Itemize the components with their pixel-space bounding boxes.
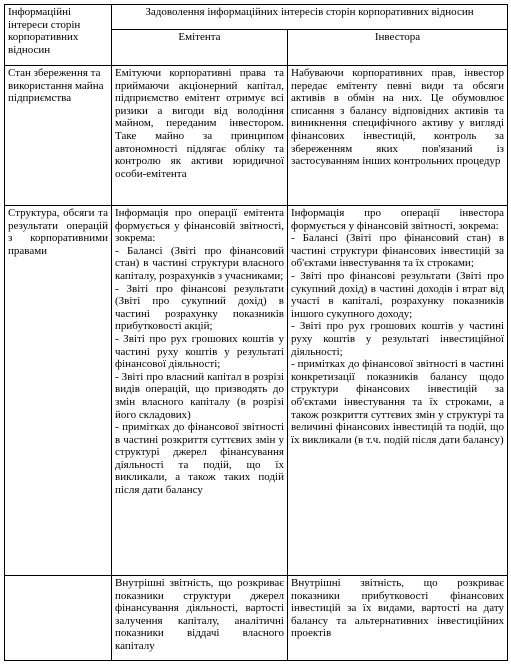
investor-line: - Звіті про рух грошових коштів у частині руху коштів у результаті інвестиційної діяльності; — [291, 320, 505, 358]
issuer-line: - Звіті про власний капітал в розрізі видів операцій, що призводять до змін власного капіталу (в розрізі його складових) — [115, 370, 284, 421]
row-label-cell: Структура, обсяги та результати операцій з корпоративними правами — [5, 206, 112, 576]
row-label-cell: Стан збереження та використання майна підприємства — [5, 66, 112, 206]
investor-column-header: Інвестора — [288, 30, 508, 66]
table-row — [5, 576, 508, 661]
investor-line: - примітках до фінансової звітності в частині конкретизації показників балансу щодо структури фінансових інвестицій за об'єктами інвестування та їх строками, а також розкриття суттєвих змін у структурі та величині фінансових інвестицій та подій, що їх викликали (в т.ч. подій після дати балансу) — [291, 358, 505, 446]
investor-cell: Набуваючи корпоративних прав, інвестор передає емітенту певні види та обсяги активів в обмін на них. Це обумовлює списання з балансу відповідних активів та виникнення специфічного активу у вигляді фінансових інвестицій, контроль за збереженням яких пов'язаний із застосуванням інших контрольних процедур — [288, 66, 508, 206]
corporate-relations-table — [4, 4, 508, 661]
investor-cell: Внутрішні звітність, що розкриває показники прибутковості фінансових інвестицій за їх видами, вартості на дату балансу та альтернативних інвестиційних проектів — [288, 576, 508, 661]
row-label-cell — [5, 576, 112, 661]
issuer-line: - Звіті про фінансові результати (Звіті про сукупний дохід) в частині розрахунку показників прибутковості акцій; — [115, 282, 284, 333]
issuer-line: - Балансі (Звіті про фінансовий стан) в частині структури власного капіталу, розрахунків з учасниками; — [115, 244, 284, 282]
issuer-line: - Звіті про рух грошових коштів у частині руху коштів у результаті фінансової діяльності; — [115, 332, 284, 371]
issuer-line: Інформація про операції емітента формується у фінансовій звітності, зокрема: — [115, 207, 284, 245]
table-row — [5, 66, 508, 206]
issuer-cell: Внутрішні звітність, що розкриває показники структури джерел фінансування діяльності, вартості залучення капіталу, аналітичні показники віддачі власного капіталу — [112, 576, 288, 661]
issuer-cell: Емітуючи корпоративні права та приймаючи акціонерний капітал, підприємство емітент отримує всі ризики а вигоди від володіння майном, переданим інвестором. Таке майно за принципом автономності підлягає обліку та контролю як активи юридичної особи-емітента — [112, 66, 288, 206]
investor-line: - Звіті про фінансові результати (Звіті про сукупний дохід) в частині доходів і втрат від участі в капіталі, розрахунку показників іншого сукупного доходу; — [291, 269, 505, 320]
group-header-cell: Задоволення інформаційних інтересів сторін корпоративних відносин — [112, 5, 508, 30]
investor-cell — [288, 206, 508, 576]
header-row — [5, 5, 508, 30]
issuer-column-header: Емітента — [112, 30, 288, 66]
investor-line: Інформація про операції інвестора формується у фінансовій звітності, зокрема: — [291, 207, 505, 232]
investor-line: - Балансі (Звіті про фінансовий стан) в частині структури фінансових інвестицій за об'єктами інвестування та їх строками; — [291, 232, 505, 270]
issuer-line: - примітках до фінансової звітності в частині розкриття суттєвих змін у структурі джерел фінансування діяльності та подій, що їх викликали, а також таких подій після дати балансу — [115, 421, 284, 497]
table-row — [5, 206, 508, 576]
corner-header-cell: Інформаційні інтереси сторін корпоративних відносин — [5, 5, 112, 66]
issuer-cell — [112, 206, 288, 576]
